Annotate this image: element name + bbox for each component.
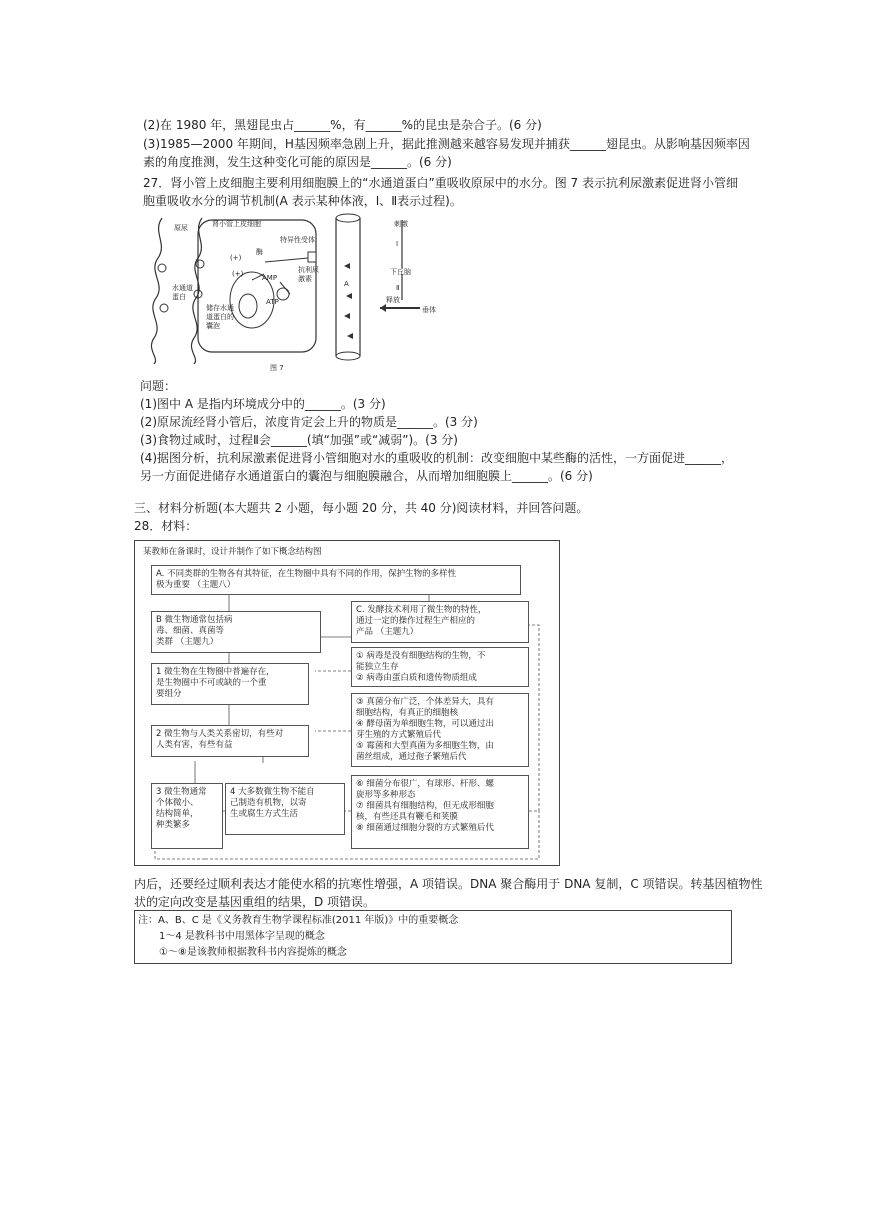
label-stimulus: 刺激 xyxy=(394,220,408,228)
label-pituitary: 垂体 xyxy=(422,306,436,314)
question-27-1: (1)图中 A 是指内环境成分中的______。(3 分) xyxy=(140,397,386,411)
concept-box-r3: ⑥ 细菌分布很广，有球形、杆形、螺 旋形等多种形态 ⑦ 细菌具有细胞结构，但无成形细胞 核，有些还具有鞭毛和荚膜 ⑧ 细菌通过细胞分裂的方式繁殖后代 xyxy=(351,775,529,849)
question-27-intro-line1: 27．肾小管上皮细胞主要利用细胞膜上的“水通道蛋白”重吸收原尿中的水分。图 7 表示抗利尿激素促进肾小管细 xyxy=(143,176,738,190)
label-cell: 肾小管上皮细胞 xyxy=(212,220,261,228)
question-28-label: 28．材料： xyxy=(134,519,198,533)
concept-box-r1: ① 病毒是没有细胞结构的生物，不 能独立生存 ② 病毒由蛋白质和遗传物质组成 xyxy=(351,647,529,687)
figure-caption: 图 7 xyxy=(270,364,284,372)
concept-map-title: 某教师在备课时，设计并制作了如下概念结构图 xyxy=(143,547,322,557)
label-channel1: 水通道 xyxy=(172,284,193,292)
label-hypothalamus: 下丘脑 xyxy=(390,268,411,276)
concept-box-r2: ③ 真菌分布广泛，个体差异大，具有 细胞结构，有真正的细胞核 ④ 酵母菌为单细胞生物，可以通过出 芽生殖的方式繁殖后代 ⑤ 霉菌和大型真菌为多细胞生物，由 菌丝组成，通过孢子繁殖后代 xyxy=(351,693,529,767)
label-amp: AMP xyxy=(262,274,278,282)
question-27-3: (3)食物过咸时，过程Ⅱ会______(填“加强”或“减弱”)。(3 分) xyxy=(140,433,458,447)
note-line3: ①～⑧是该教师根据教科书内容提炼的概念 xyxy=(159,947,347,958)
section-3-heading: 三、材料分析题(本大题共 2 小题，每小题 20 分，共 40 分)阅读材料，并回答问题。 xyxy=(134,501,589,515)
concept-box-2: 2 微生物与人类关系密切，有些对 人类有害，有些有益 xyxy=(151,725,309,757)
label-channel2: 蛋白 xyxy=(172,293,186,301)
answer-fragment-line1: 内后，还要经过顺利表达才能使水稻的抗寒性增强，A 项错误。DNA 聚合酶用于 DNA 复制，C 项错误。转基因植物性 xyxy=(134,877,763,891)
label-roman1: Ⅰ xyxy=(396,240,399,248)
answer-fragment-line2: 状的定向改变是基因重组的结果，D 项错误。 xyxy=(134,895,376,909)
question-27-4-line1: (4)据图分析，抗利尿激素促进肾小管细胞对水的重吸收的机制：改变细胞中某些酶的活性，一方面促进______， xyxy=(140,451,734,465)
figure-7 xyxy=(140,212,440,374)
concept-box-1: 1 微生物在生物圈中普遍存在， 是生物圈中不可或缺的一个重 要组分 xyxy=(151,663,309,705)
note-box xyxy=(134,910,732,964)
label-a: A xyxy=(344,280,349,288)
question-26-part3-line1: (3)1985—2000 年期间，H基因频率急剧上升，据此推测越来越容易发现并捕获______翅昆虫。从影响基因频率因 xyxy=(143,137,750,151)
note-line1: 注：A、B、C 是《义务教育生物学课程标准(2011 年版)》中的重要概念 xyxy=(138,915,459,926)
label-atp: ATP xyxy=(266,298,279,306)
note-line2: 1～4 是教科书中用黑体字呈现的概念 xyxy=(159,931,325,942)
question-26-part3-line2: 素的角度推测，发生这种变化可能的原因是______。(6 分) xyxy=(143,155,452,169)
question-27-intro-line2: 胞重吸收水分的调节机制(A 表示某种体液，Ⅰ、Ⅱ表示过程)。 xyxy=(143,194,462,208)
concept-box-b: B 微生物通常包括病 毒、细菌、真菌等 类群 （主题九） xyxy=(151,611,321,653)
concept-box-3: 3 微生物通常 个体微小、 结构简单， 种类繁多 xyxy=(151,783,223,849)
label-yuanniao: 原尿 xyxy=(174,224,188,232)
label-vesicle2: 道蛋白的 xyxy=(206,313,234,321)
label-adh1: 抗利尿 xyxy=(298,266,319,274)
label-vesicle3: 囊泡 xyxy=(206,322,220,330)
questions-title: 问题： xyxy=(140,379,177,393)
concept-box-a: A. 不同类群的生物各有其特征，在生物圈中具有不同的作用，保护生物的多样性 极为重要 （主题八） xyxy=(151,565,521,595)
question-27-4-line2: 另一方面促进储存水通道蛋白的囊泡与细胞膜融合，从而增加细胞膜上______。(6 分) xyxy=(140,469,593,483)
label-plus2: (+) xyxy=(232,270,244,278)
label-vesicle1: 储存水通 xyxy=(206,304,234,312)
label-release: 释放 xyxy=(386,296,400,304)
concept-box-4: 4 大多数微生物不能自 己制造有机物，以寄 生或腐生方式生活 xyxy=(225,783,345,835)
question-26-part2: (2)在 1980 年，黑翅昆虫占______%，有______%的昆虫是杂合子。(6 分) xyxy=(143,118,542,132)
concept-box-c: C. 发酵技术利用了微生物的特性， 通过一定的操作过程生产相应的 产品 （主题九） xyxy=(351,601,529,643)
label-roman2: Ⅱ xyxy=(396,284,400,292)
label-adh2: 激素 xyxy=(298,275,312,283)
concept-map xyxy=(134,540,560,866)
label-plus1: (+) xyxy=(230,254,242,262)
label-receptor: 特异性受体 xyxy=(280,236,315,244)
question-27-2: (2)原尿流经肾小管后，浓度肯定会上升的物质是______。(3 分) xyxy=(140,415,478,429)
label-enzyme: 酶 xyxy=(256,248,263,256)
